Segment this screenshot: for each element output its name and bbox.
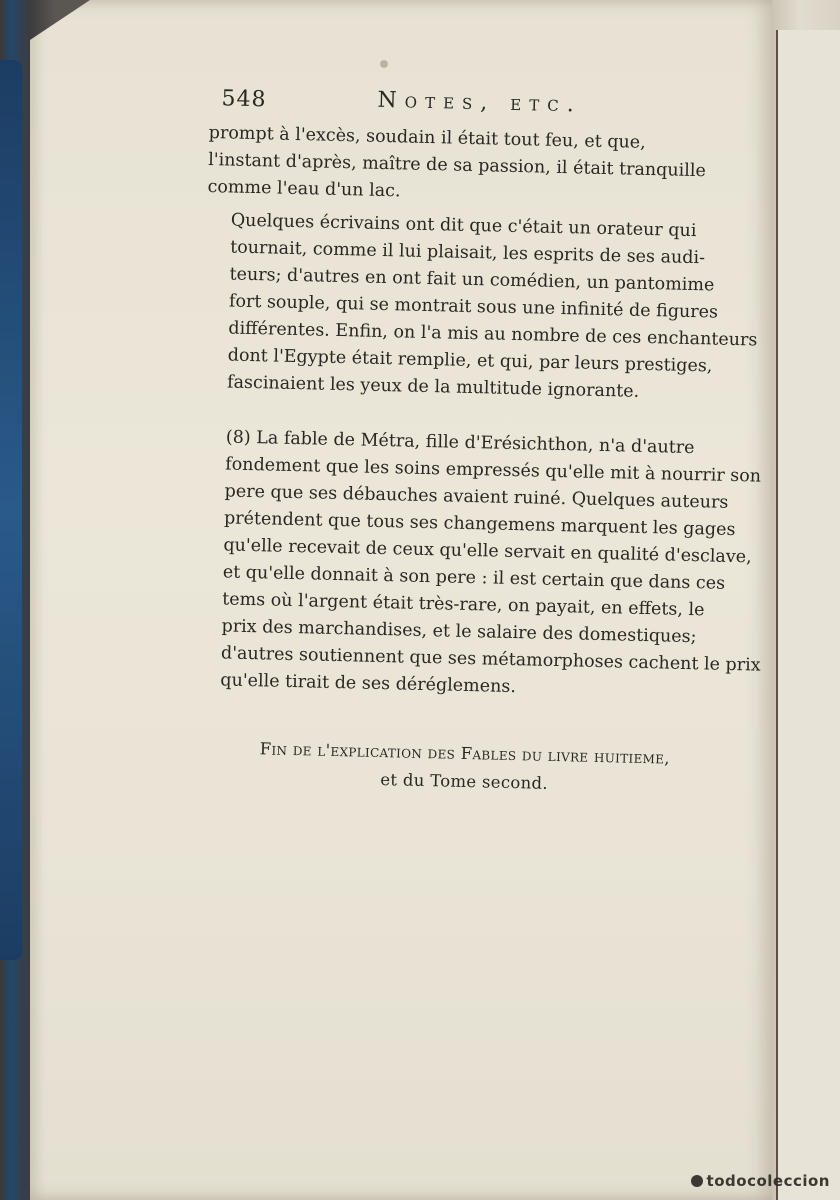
text-line: et qu'elle donnait à son pere : il est certain que dans ces (222, 562, 726, 594)
text-line: tournait, comme il lui plaisait, les esprits de ses audi- (229, 237, 706, 269)
closing-line-2: et du Tome second. (380, 770, 549, 793)
text-line: fondement que les soins empressés qu'elle mit à nourrir son (225, 454, 762, 487)
text-line: comme l'eau d'un lac. (207, 176, 401, 202)
paper-stain (380, 60, 388, 68)
running-head: Notes, etc. (377, 87, 583, 118)
text-line: qu'elle tirait de ses déréglemens. (220, 670, 517, 698)
closing-line-1: Fin de l'explication des Fables du livre huitieme, (259, 739, 671, 768)
text-line: tems où l'argent était très-rare, on payait, en effets, le (221, 589, 705, 621)
adjacent-page-edge (776, 30, 840, 1200)
text-line: teurs; d'autres en ont fait un comédien, un pantomime (229, 264, 715, 296)
text-line: d'autres soutiennent que ses métamorphoses cachent le prix (220, 643, 761, 676)
watermark-logo (691, 1172, 830, 1190)
paragraph-2 (203, 207, 758, 408)
text-line: (8) La fable de Métra, fille d'Erésichthon, n'a d'autre (225, 427, 695, 459)
watermark-icon (691, 1175, 703, 1187)
text-line: qu'elle recevait de ceux qu'elle servait en qualité d'esclave, (223, 535, 752, 568)
text-line: prétendent que tous ses changemens marquent les gages (223, 508, 736, 541)
text-line: différentes. Enfin, on l'a mis au nombre de ces enchanteurs (228, 318, 758, 351)
text-line: fort souple, qui se montrait sous une infinité de figures (228, 291, 719, 323)
note-8-paragraph (196, 424, 762, 706)
text-line: prix des marchandises, et le salaire des domestiques; (221, 616, 697, 648)
book-cover-edge (0, 60, 22, 960)
text-line: prompt à l'excès, soudain il était tout feu, et que, (208, 122, 646, 153)
text-line: Quelques écrivains ont dit que c'était un orateur qui (230, 210, 697, 242)
text-line: pere que ses débauches avaient ruiné. Quelques auteurs (224, 481, 729, 513)
text-line: l'instant d'après, maître de sa passion, il était tranquille (207, 149, 707, 182)
page-number: 548 (221, 86, 267, 113)
text-line: fascinaient les yeux de la multitude ignorante. (226, 372, 640, 402)
paragraph-1 (207, 120, 749, 213)
page-text-block (194, 80, 762, 802)
watermark-text: todocoleccion (706, 1172, 830, 1190)
text-line: dont l'Egypte était remplie, et qui, par leurs prestiges, (227, 345, 713, 377)
